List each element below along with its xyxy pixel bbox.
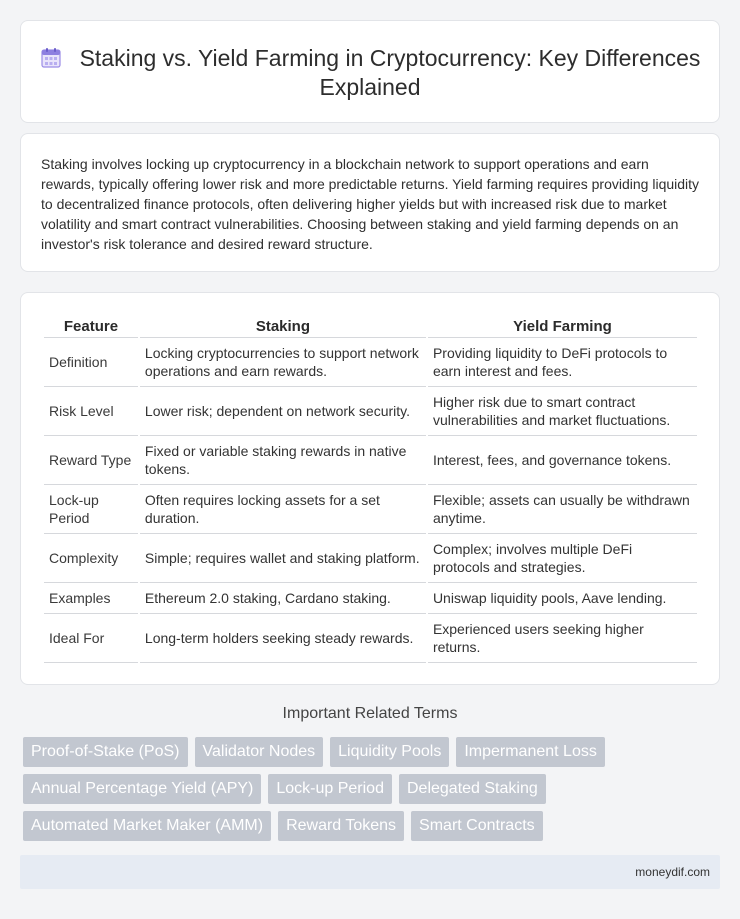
row-feature: Reward Type [44, 436, 138, 485]
row-yield-farming: Providing liquidity to DeFi protocols to earn interest and fees. [428, 338, 697, 387]
table-row [44, 387, 697, 436]
row-staking: Long-term holders seeking steady rewards. [140, 614, 426, 663]
title-line: Staking vs. Yield Farming in Cryptocurrency: Key Differences Explained [79, 45, 701, 100]
header-staking: Staking [140, 314, 426, 338]
row-yield-farming: Interest, fees, and governance tokens. [428, 436, 697, 485]
table-row [44, 534, 697, 583]
tag-delegated-staking[interactable]: Delegated Staking [399, 774, 546, 804]
page-title [21, 44, 719, 102]
row-staking: Often requires locking assets for a set duration. [140, 485, 426, 534]
header-yield-farming: Yield Farming [428, 314, 697, 338]
row-yield-farming: Flexible; assets can usually be withdrawn anytime. [428, 485, 697, 534]
row-staking: Fixed or variable staking rewards in native tokens. [140, 436, 426, 485]
tag-reward-tokens[interactable]: Reward Tokens [278, 811, 404, 841]
comparison-card [20, 292, 720, 685]
row-feature: Ideal For [44, 614, 138, 663]
row-feature: Examples [44, 583, 138, 614]
comparison-table [42, 314, 699, 663]
row-staking: Lower risk; dependent on network security. [140, 387, 426, 436]
row-feature: Definition [44, 338, 138, 387]
table-row [44, 436, 697, 485]
row-staking: Ethereum 2.0 staking, Cardano staking. [140, 583, 426, 614]
tag-impermanent-loss[interactable]: Impermanent Loss [456, 737, 605, 767]
row-yield-farming: Complex; involves multiple DeFi protocols and strategies. [428, 534, 697, 583]
tag-row [23, 811, 723, 841]
intro-card [20, 133, 720, 272]
tag-lock-up-period[interactable]: Lock-up Period [268, 774, 392, 804]
footer [20, 855, 720, 889]
table-header-row [44, 314, 697, 338]
tag-smart-contracts[interactable]: Smart Contracts [411, 811, 543, 841]
tag-amm[interactable]: Automated Market Maker (AMM) [23, 811, 271, 841]
calendar-icon [40, 47, 62, 69]
header-feature: Feature [44, 314, 138, 338]
tag-apy[interactable]: Annual Percentage Yield (APY) [23, 774, 261, 804]
row-yield-farming: Higher risk due to smart contract vulnerabilities and market fluctuations. [428, 387, 697, 436]
row-yield-farming: Uniswap liquidity pools, Aave lending. [428, 583, 697, 614]
row-feature: Lock-up Period [44, 485, 138, 534]
row-feature: Complexity [44, 534, 138, 583]
tag-proof-of-stake[interactable]: Proof-of-Stake (PoS) [23, 737, 188, 767]
tag-validator-nodes[interactable]: Validator Nodes [195, 737, 324, 767]
row-staking: Simple; requires wallet and staking platform. [140, 534, 426, 583]
row-staking: Locking cryptocurrencies to support network operations and earn rewards. [140, 338, 426, 387]
intro-paragraph: Staking involves locking up cryptocurrency in a blockchain network to support operations and earn rewards, typically offering lower risk and more predictable returns. Yield farming requires providing liquidity to decentralized finance protocols, often delivering higher yields but with increased risk due to market volatility and smart contract vulnerabilities. Choosing between staking and yield farming depends on an investor's risk tolerance and desired reward structure. [41, 156, 700, 252]
related-terms-heading: Important Related Terms [282, 705, 458, 722]
row-yield-farming: Experienced users seeking higher returns. [428, 614, 697, 663]
table-row [44, 583, 697, 614]
related-terms-list [23, 737, 723, 848]
tag-row [23, 737, 723, 767]
title-wrap [21, 44, 719, 102]
tag-row [23, 774, 723, 804]
footer-site-link[interactable]: moneydif.com [635, 865, 710, 879]
tag-liquidity-pools[interactable]: Liquidity Pools [330, 737, 449, 767]
title-card [20, 20, 720, 123]
table-row [44, 338, 697, 387]
row-feature: Risk Level [44, 387, 138, 436]
table-row [44, 485, 697, 534]
table-row [44, 614, 697, 663]
